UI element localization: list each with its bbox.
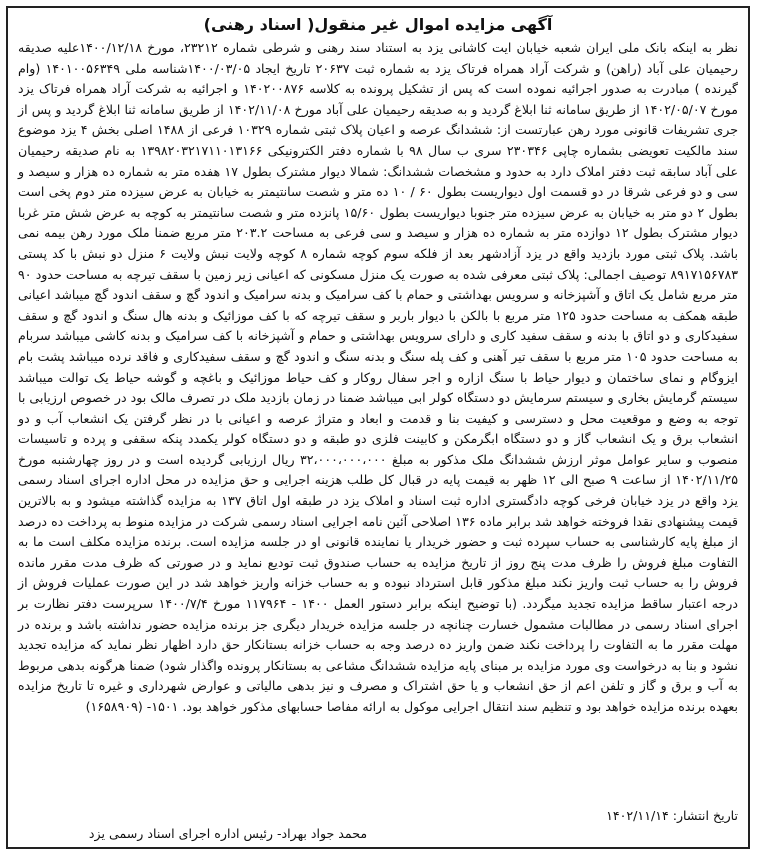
publish-date: تاریخ انتشار: ۱۴۰۲/۱۱/۱۴ <box>606 808 738 823</box>
signature: محمد جواد بهراد- رئیس اداره اجرای اسناد رسمی یزد <box>88 826 368 841</box>
auction-notice <box>6 6 750 849</box>
notice-footer <box>18 807 738 843</box>
notice-body: نظر به اینکه بانک ملی ایران شعبه خیابان ایت کاشانی یزد به استناد سند رهنی و شرطی شماره ۲۳۲۱۲، مورخ ۱۴۰۰/۱۲/۱۸علیه صدیقه رحیمیان علی آباد (راهن) و شرکت آراد همراه فرتاک یزد به شماره ثبت ۲۰۶۳۷ تاریخ ایجاد ۱۴۰۰/۰۳/۰۵شناسه ملی ۱۴۰۱۰۰۵۶۳۴۹ (وام گیرنده ) مبادرت به صدور اجرائیه نموده است که پس از تشکیل پرونده به کلاسه ۱۴۰۲۰۰۸۷۶ و اجرائیه به شرکت آراد همراه فرتاک یزد مورخ ۱۴۰۲/۰۵/۰۷ از طریق سامانه ثنا ابلاغ گردید و به صدیقه رحیمیان علی آباد مورخ ۱۴۰۲/۱۱/۰۸ از طریق سامانه ثنا ابلاغ گردید و پس از جری تشریفات قانونی مورد رهن عبارتست از: ششدانگ عرصه و اعیان پلاک ثبتی شماره ۱۰۳۲۹ فرعی از ۱۴۸۸ اصلی بخش ۴ یزد موضوع سند مالکیت تعویضی بشماره چاپی ۲۳۰۳۴۶ سری ب سال ۹۸ با شماره دفتر الکترونیکی ۱۳۹۸۲۰۳۲۱۷۱۱۰۱۳۱۶۶ به نام صدیقه رحیمیان علی آباد سابقه ثبت دفتر املاک دارد به حدود و مشخصات ششدانگ: شمالا دیوار مشترک بطول ۱۷ هفده متر به شماره ده هزار و سیصد و سی و دو فرعی شرقا در دو قسمت اول دیواریست بطول ۶۰ / ۱۰ ده متر و شصت سانتیمتر به خیابان به عرض سیزده متر دوم پخی است بطول ۲ دو متر به خیابان به عرض سیزده متر جنوبا دیواریست بطول ۱۵/۶۰ پانزده متر و شصت سانتیمتر به کوچه به عرض شش متر غربا دیوار مشترک بطول ۱۲ دوازده متر به شماره ده هزار و سیصد و سی فرعی به مساحت ۲۰۳.۲ متر مربع ضمنا ملک مورد رهن بیمه نمی باشد. پلاک ثبتی مورد بازدید واقع در یزد آزادشهر بعد از فلکه سوم کوچه شماره ۸ کوچه ولایت نبش ولایت ۶ منزل دو نبش با کد پستی ۸۹۱۷۱۵۶۷۸۳ توصیف اجمالی: پلاک ثبتی معرفی شده به صورت یک منزل مسکونی که اعیانی زیر زمین با سقف تیرچه به مساحت حدود ۹۰ متر مربع شامل یک اتاق و آشپزخانه و سرویس بهداشتی و حمام با کف سرامیک و بدنه سرامیک و اندود گچ و سقف اندود گچ میباشد اعیانی طبقه همکف به مساحت حدود ۱۲۵ متر مربع با بالکن با دیوار باربر و سقف تیرچه که با کف موزائیک و بدنه هال سنگ و اندود گچ و سقف سفیدکاری و دو اتاق با بدنه و سقف سفید کاری و دارای سرویس بهداشتی و حمام و آشپزخانه با کف سرامیک و بدنه کاشی میباشد سربام به مساحت حدود ۱۰۵ متر مربع با سقف تیر آهنی و کف پله سنگ و بدنه سنگ و اندود گچ و سقف سفیدکاری و فاقد نرده میباشد پشت بام ایزوگام و نمای ساختمان و دیوار حیاط با سنگ ازاره و اجر سفال روکار و کف حیاط موزائیک و باغچه و گوشه حیاط یک توالت میباشد سیستم گرمایش بخاری و سیستم سرمایش دو دستگاه کولر ابی میباشد ضمنا در زمان بازدید ملک در تصرف مالک بود در خصوص ارزیابی با توجه به وضع و موقعیت محل و دسترسی و کیفیت بنا و قدمت و ابعاد و متراژ عرصه و اعیانی با در نظر گرفتن یک انشعاب آب و دو انشعاب برق و یک انشعاب گاز و دو دستگاه ابگرمکن و کابینت فلزی دو طبقه و دو دستگاه کولر یکمدد پنکه سقفی و پرده و تاسیسات منصوب و سایر عوامل موثر ارزش ششدانگ ملک مذکور به مبلغ ۳۲،۰۰۰،۰۰۰،۰۰۰ ریال ارزیابی گردیده است و در روز چهارشنبه مورخ ۱۴۰۲/۱۱/۲۵ از ساعت ۹ صبح الی ۱۲ ظهر به قیمت پایه در قبال کل طلب هزینه اجرایی و حق مزایده در محل اداره اجرای اسناد رسمی یزد واقع در یزد خیابان فرخی کوچه دادگستری اداره ثبت اسناد و املاک یزد در طبقه اول اتاق ۱۳۷ به مزایده گذاشته میشود و به بالاترین قیمت پیشنهادی نقدا فروخته خواهد شد برابر ماده ۱۳۶ اصلاحی آئین نامه اجرایی اسناد رسمی شرکت در مزایده منوط به پرداخت ده درصد از مبلغ پایه کارشناسی به حساب سپرده ثبت و حضور خریدار یا نماینده قانونی او در جلسه مزایده است. برنده مزایده مکلف است ما به التفاوت مبلغ فروش را ظرف مدت پنج روز از تاریخ مزایده به حساب صندوق ثبت تودیع نماید و در صورتی که ظرف مدت مقرر مانده فروش را به حساب ثبت واریز نکند مبلغ مذکور قابل استرداد نبوده و به حساب خزانه واریز خواهد شد در این صورت عملیات فروش از درجه اعتبار ساقط مزایده تجدید میگردد. (با توضیح اینکه برابر دستور العمل ۱۴۰۰ - ۱۱۷۹۶۴ مورخ ۱۴۰۰/۷/۴ سرپرست دفتر نظارت بر اجرای اسناد رسمی در مطالبات مشمول خسارت چنانچه در جلسه مزایده خریدار دیگری جز برنده مزایده حضور نداشته باشد و برنده در مهلت مقرر ما به التفاوت را پرداخت نکند ضمن واریز ده درصد وجه به حساب خزانه بستانکار حق دارد اظهار نظر نماید که مزایده تجدید نشود و بنا به درخواست وی مورد مزایده بر مبنای پایه مزایده ششدانگ مشاعی به بستانکار پرونده واگذار شود) ضمنا هرگونه بدهی مربوط به آب و برق و گاز و تلفن اعم از حق انشعاب و یا حق اشتراک و مصرف و نیز بدهی مالیاتی و عوارض شهرداری و غیره تا تاریخ مزایده بعهده برنده مزایده خواهد بود و تنظیم سند انتقال اجرایی موکول به ارائه مفاصا حسابهای مذکور خواهد بود. ۱۵۰۱- (۱۶۵۸۹۰۹) <box>18 40 739 714</box>
notice-title: آگهی مزایده اموال غیر منقول( اسناد رهنی) <box>203 15 553 34</box>
